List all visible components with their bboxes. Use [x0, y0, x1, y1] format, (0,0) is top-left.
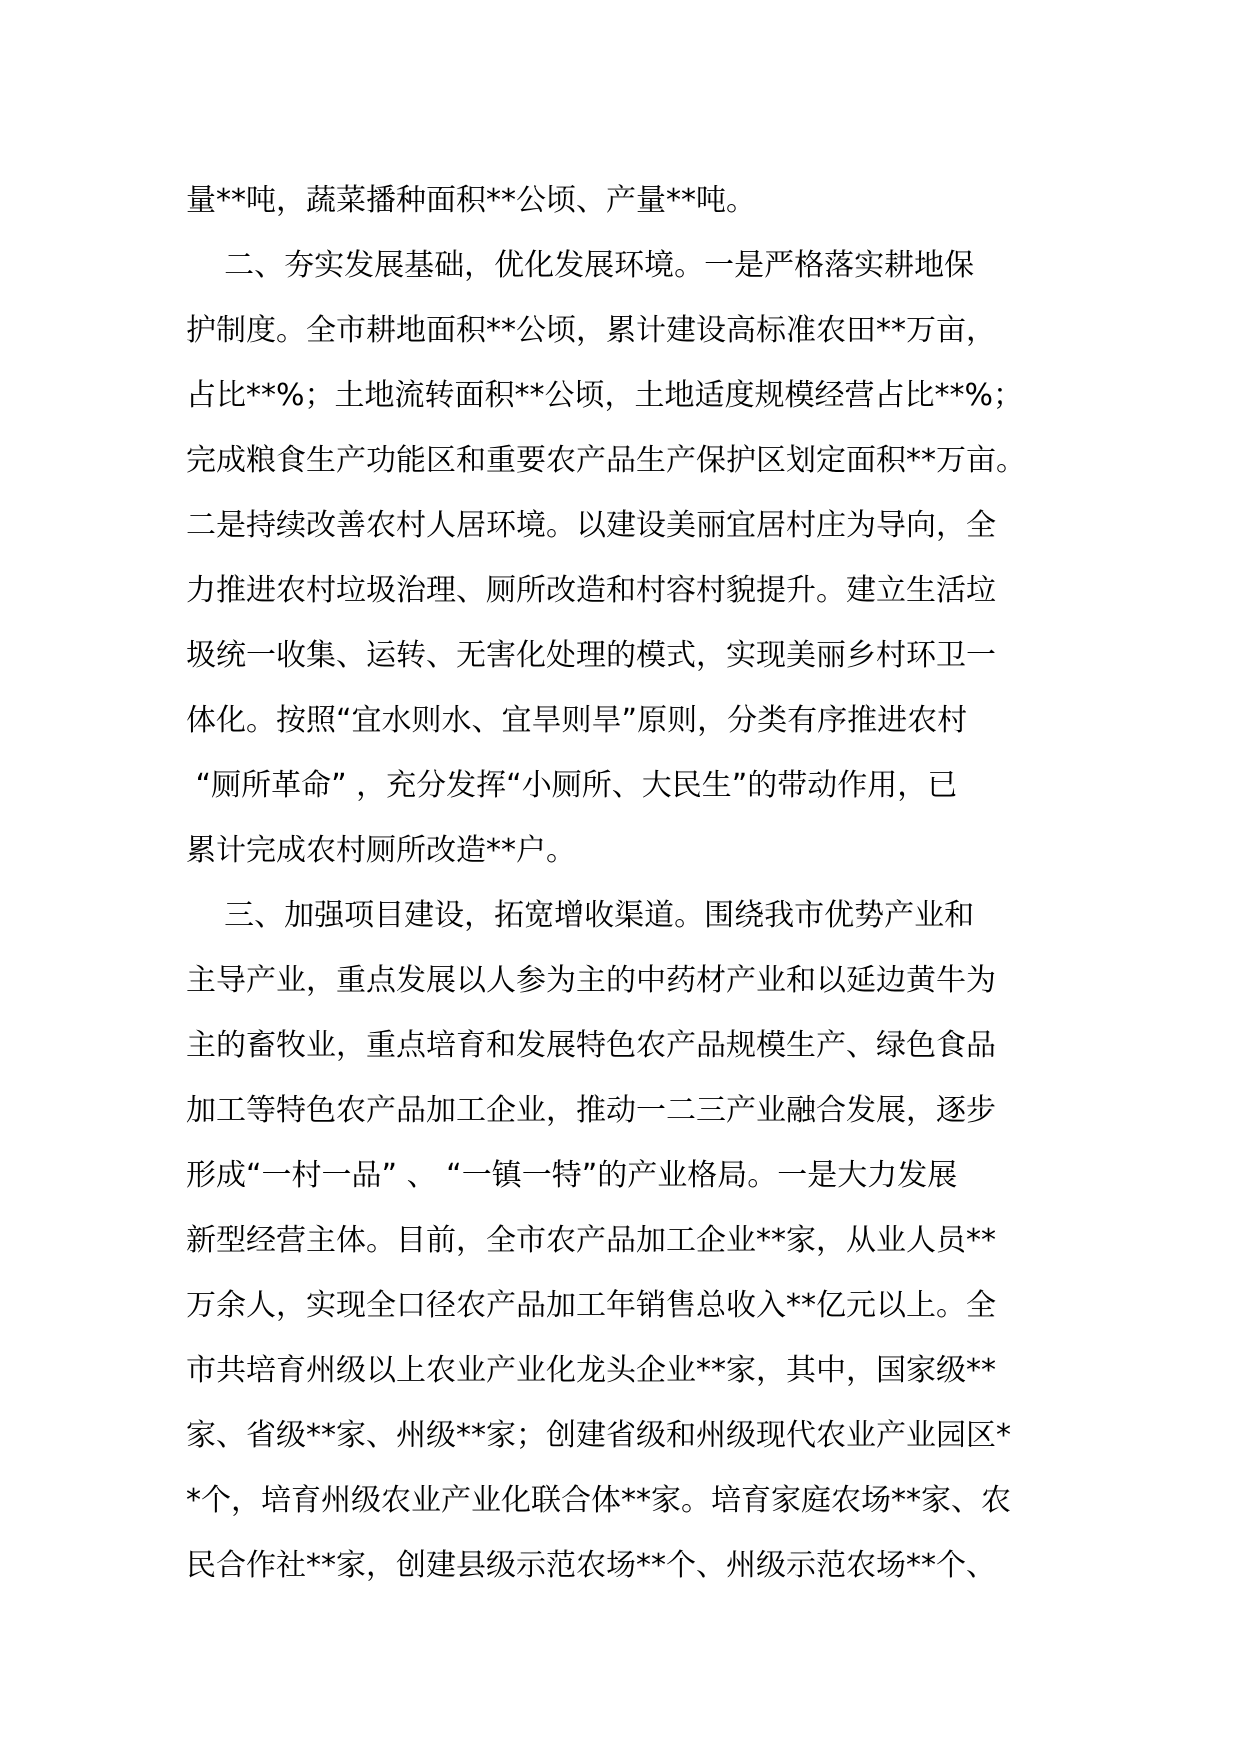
text-line: 家、省级**家、州级**家；创建省级和州级现代农业产业园区* [186, 1418, 1011, 1453]
text-line: 二、夯实发展基础，优化发展环境。一是严格落实耕地保 [186, 248, 975, 283]
text-line: 占比**%；土地流转面积**公顷，土地适度规模经营占比**%； [186, 378, 1024, 413]
text-line: 市共培育州级以上农业产业化龙头企业**家，其中，国家级** [186, 1353, 996, 1388]
text-line: *个，培育州级农业产业化联合体**家。培育家庭农场**家、农 [186, 1483, 1011, 1518]
document-body [186, 168, 1066, 1598]
text-line: 万余人，实现全口径农产品加工年销售总收入**亿元以上。全 [186, 1288, 996, 1323]
text-line: “厕所革命” ，充分发挥“小厕所、大民生”的带动作用，已 [186, 768, 958, 803]
text-line: 主导产业，重点发展以人参为主的中药材产业和以延边黄牛为 [186, 963, 996, 998]
text-line: 二是持续改善农村人居环境。以建设美丽宜居村庄为导向，全 [186, 508, 996, 543]
text-line: 护制度。全市耕地面积**公顷，累计建设高标准农田**万亩， [186, 313, 996, 348]
text-line: 量**吨，蔬菜播种面积**公顷、产量**吨。 [186, 183, 756, 218]
text-line: 圾统一收集、运转、无害化处理的模式，实现美丽乡村环卫一 [186, 638, 996, 673]
text-line: 加工等特色农产品加工企业，推动一二三产业融合发展，逐步 [186, 1093, 996, 1128]
text-line: 主的畜牧业，重点培育和发展特色农产品规模生产、绿色食品 [186, 1028, 996, 1063]
text-line: 三、加强项目建设，拓宽增收渠道。围绕我市优势产业和 [186, 898, 975, 933]
text-line: 形成“一村一品” 、 “一镇一特”的产业格局。一是大力发展 [186, 1158, 958, 1193]
text-line: 力推进农村垃圾治理、厕所改造和村容村貌提升。建立生活垃 [186, 573, 996, 608]
text-line: 民合作社**家，创建县级示范农场**个、州级示范农场**个、 [186, 1548, 996, 1583]
text-line: 累计完成农村厕所改造**户。 [186, 833, 576, 868]
text-line: 新型经营主体。目前，全市农产品加工企业**家，从业人员** [186, 1223, 996, 1258]
text-line: 体化。按照“宜水则水、宜旱则旱”原则，分类有序推进农村 [186, 703, 968, 738]
text-line: 完成粮食生产功能区和重要农产品生产保护区划定面积**万亩。 [186, 443, 1026, 478]
